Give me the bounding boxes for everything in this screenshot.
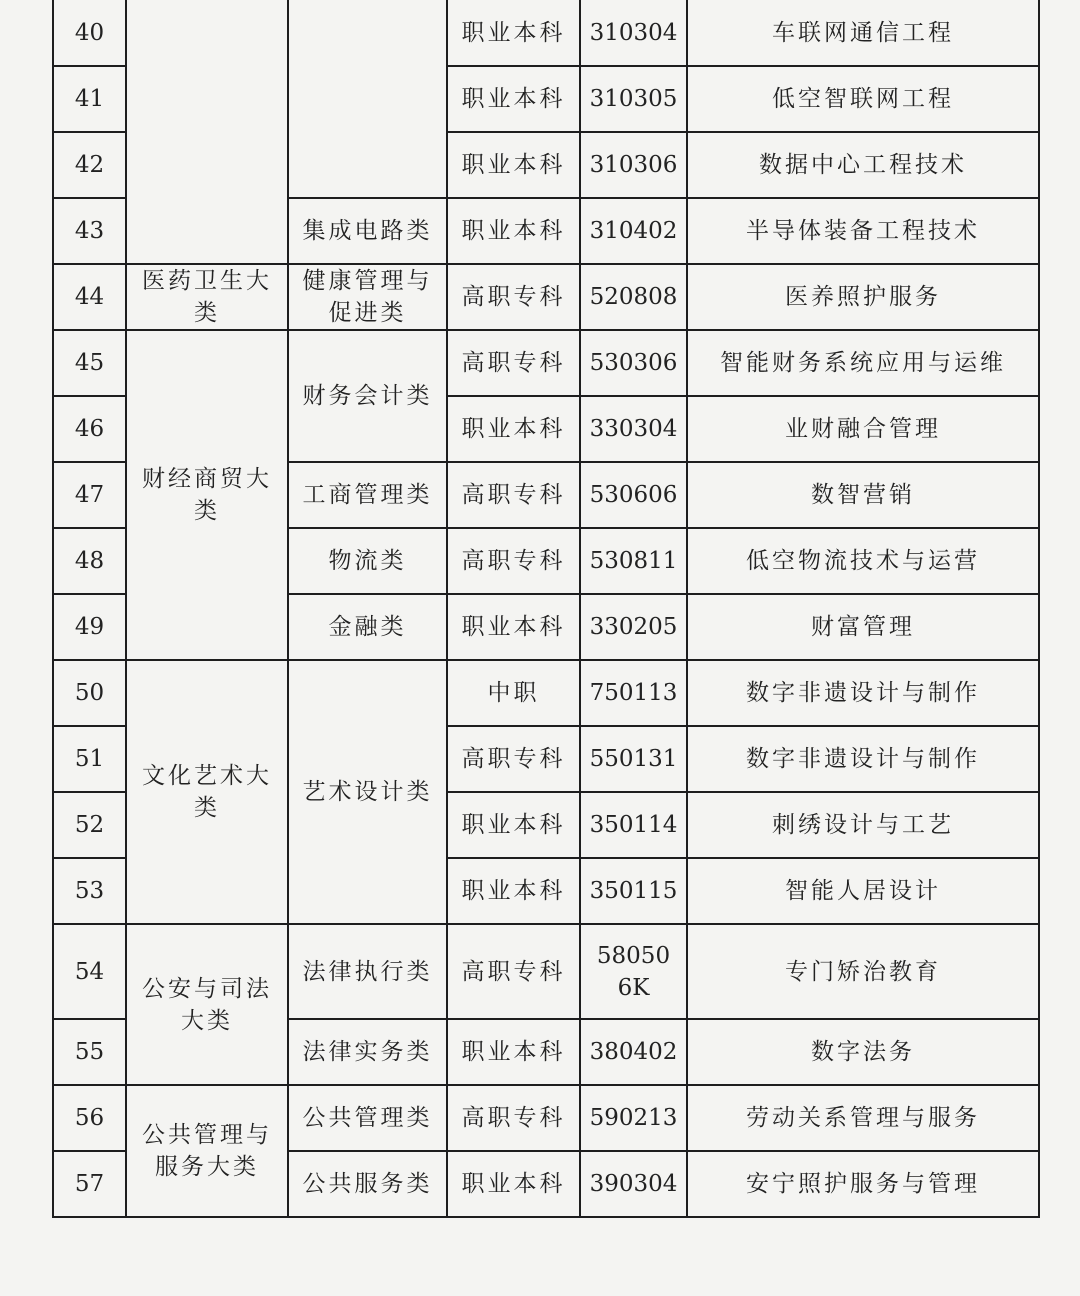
major-code: 310306 <box>580 132 687 198</box>
major-name: 数字法务 <box>687 1019 1039 1085</box>
row-number: 48 <box>53 528 126 594</box>
row-number: 55 <box>53 1019 126 1085</box>
education-level: 职业本科 <box>447 0 580 66</box>
table-row <box>53 660 1039 726</box>
education-level: 职业本科 <box>447 66 580 132</box>
major-code: 390304 <box>580 1151 687 1217</box>
major-name: 业财融合管理 <box>687 396 1039 462</box>
category-cell: 财经商贸大类 <box>126 330 288 660</box>
major-code: 310305 <box>580 66 687 132</box>
education-level: 职业本科 <box>447 594 580 660</box>
major-code: 530606 <box>580 462 687 528</box>
row-number: 49 <box>53 594 126 660</box>
major-code: 550131 <box>580 726 687 792</box>
education-level: 职业本科 <box>447 198 580 264</box>
row-number: 46 <box>53 396 126 462</box>
major-code: 330205 <box>580 594 687 660</box>
major-name: 半导体装备工程技术 <box>687 198 1039 264</box>
education-level: 高职专科 <box>447 528 580 594</box>
education-level: 职业本科 <box>447 858 580 924</box>
major-name: 数字非遗设计与制作 <box>687 660 1039 726</box>
major-code: 750113 <box>580 660 687 726</box>
category-cell: 医药卫生大类 <box>126 264 288 330</box>
row-number: 43 <box>53 198 126 264</box>
subcategory-cell: 法律执行类 <box>288 924 447 1019</box>
row-number: 53 <box>53 858 126 924</box>
table-row <box>53 264 1039 330</box>
subcategory-cell: 艺术设计类 <box>288 660 447 924</box>
table-row <box>53 0 1039 66</box>
row-number: 47 <box>53 462 126 528</box>
row-number: 42 <box>53 132 126 198</box>
major-name: 低空物流技术与运营 <box>687 528 1039 594</box>
major-code: 580506K <box>580 924 687 1019</box>
education-level: 高职专科 <box>447 1085 580 1151</box>
major-code: 350115 <box>580 858 687 924</box>
education-level: 高职专科 <box>447 924 580 1019</box>
category-cell <box>126 0 288 264</box>
row-number: 51 <box>53 726 126 792</box>
major-name: 数字非遗设计与制作 <box>687 726 1039 792</box>
subcategory-cell: 公共服务类 <box>288 1151 447 1217</box>
major-code: 350114 <box>580 792 687 858</box>
subcategory-cell: 健康管理与促进类 <box>288 264 447 330</box>
major-name: 医养照护服务 <box>687 264 1039 330</box>
subcategory-cell: 物流类 <box>288 528 447 594</box>
subcategory-cell: 集成电路类 <box>288 198 447 264</box>
education-level: 高职专科 <box>447 330 580 396</box>
table-row <box>53 330 1039 396</box>
major-code: 330304 <box>580 396 687 462</box>
education-level: 高职专科 <box>447 462 580 528</box>
category-cell: 文化艺术大类 <box>126 660 288 924</box>
major-code: 590213 <box>580 1085 687 1151</box>
education-level: 高职专科 <box>447 726 580 792</box>
major-name: 数据中心工程技术 <box>687 132 1039 198</box>
subcategory-cell: 工商管理类 <box>288 462 447 528</box>
row-number: 52 <box>53 792 126 858</box>
major-name: 财富管理 <box>687 594 1039 660</box>
major-name: 智能财务系统应用与运维 <box>687 330 1039 396</box>
row-number: 50 <box>53 660 126 726</box>
row-number: 41 <box>53 66 126 132</box>
major-name: 数智营销 <box>687 462 1039 528</box>
major-code: 530306 <box>580 330 687 396</box>
subcategory-cell: 财务会计类 <box>288 330 447 462</box>
education-level: 职业本科 <box>447 1019 580 1085</box>
major-name: 刺绣设计与工艺 <box>687 792 1039 858</box>
table-row <box>53 924 1039 1019</box>
row-number: 56 <box>53 1085 126 1151</box>
major-name: 车联网通信工程 <box>687 0 1039 66</box>
major-name: 专门矫治教育 <box>687 924 1039 1019</box>
education-level: 中职 <box>447 660 580 726</box>
education-level: 职业本科 <box>447 396 580 462</box>
education-level: 高职专科 <box>447 264 580 330</box>
subcategory-cell: 公共管理类 <box>288 1085 447 1151</box>
row-number: 54 <box>53 924 126 1019</box>
category-cell: 公安与司法大类 <box>126 924 288 1085</box>
row-number: 44 <box>53 264 126 330</box>
row-number: 40 <box>53 0 126 66</box>
subcategory-cell <box>288 0 447 198</box>
table-row <box>53 1085 1039 1151</box>
major-name: 安宁照护服务与管理 <box>687 1151 1039 1217</box>
education-level: 职业本科 <box>447 792 580 858</box>
major-code: 520808 <box>580 264 687 330</box>
row-number: 57 <box>53 1151 126 1217</box>
major-name: 智能人居设计 <box>687 858 1039 924</box>
education-level: 职业本科 <box>447 1151 580 1217</box>
major-code: 310304 <box>580 0 687 66</box>
majors-table <box>52 0 1040 1218</box>
major-name: 低空智联网工程 <box>687 66 1039 132</box>
row-number: 45 <box>53 330 126 396</box>
major-code: 530811 <box>580 528 687 594</box>
subcategory-cell: 金融类 <box>288 594 447 660</box>
major-code: 380402 <box>580 1019 687 1085</box>
category-cell: 公共管理与服务大类 <box>126 1085 288 1217</box>
major-name: 劳动关系管理与服务 <box>687 1085 1039 1151</box>
education-level: 职业本科 <box>447 132 580 198</box>
major-code: 310402 <box>580 198 687 264</box>
subcategory-cell: 法律实务类 <box>288 1019 447 1085</box>
